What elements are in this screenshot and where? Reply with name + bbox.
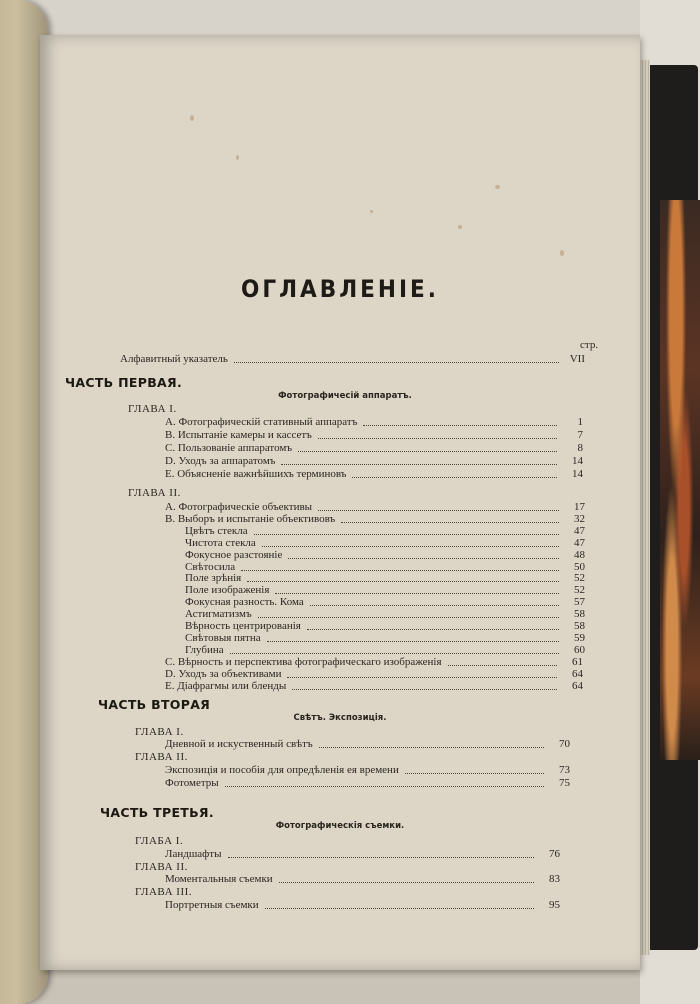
toc-entry-label: Ландшафты (165, 848, 222, 860)
toc-entry-page: 60 (574, 643, 585, 656)
dot-leader (292, 680, 557, 690)
toc-entry-page: 14 (572, 455, 583, 467)
toc-entry-page: 50 (574, 560, 585, 573)
chapter-title: ГЛАБА I. (135, 835, 184, 847)
dot-leader (448, 656, 557, 666)
toc-entry-page: VII (569, 353, 585, 365)
part-subtitle: Свѣтъ. Экспозицiя. (293, 713, 387, 723)
toc-entry-page: 47 (574, 524, 585, 537)
dot-leader (247, 572, 559, 582)
toc-entry[interactable] (165, 873, 560, 886)
toc-entry-label: B. Испытанie камеры и кассетъ (165, 429, 312, 441)
toc-entry-label: E. Объясненie важнѣйшихъ терминовъ (165, 468, 347, 480)
chapter-title: ГЛАВА II. (128, 487, 181, 499)
toc-entry[interactable] (165, 468, 583, 481)
foxing-spot (495, 185, 500, 189)
toc-entry-page: 75 (559, 777, 570, 789)
toc-entry-label: Вѣрность центрированiя (185, 620, 301, 632)
dot-leader (241, 561, 559, 571)
dot-leader (310, 596, 559, 606)
background (0, 0, 700, 40)
dot-leader (265, 899, 534, 909)
foxing-spot (458, 225, 462, 229)
dot-leader (307, 620, 559, 630)
toc-entry-page: 7 (577, 429, 583, 441)
part-title: ЧАСТЬ ПЕРВАЯ. (65, 375, 182, 390)
dot-leader (352, 468, 557, 478)
dot-leader (405, 764, 544, 774)
toc-entry-label: Чистота стекла (185, 536, 256, 549)
toc-entry-page: 32 (574, 512, 585, 525)
chapter-title: ГЛАВА I. (128, 403, 177, 415)
toc-entry-page: 47 (574, 536, 585, 549)
dot-leader (225, 777, 544, 787)
chapter-title: ГЛАВА III. (135, 886, 193, 898)
toc-entry-label: Свѣтовыя пятна (185, 631, 261, 644)
chapter-title: ГЛАВА II. (135, 861, 188, 873)
toc-entry-label: Фокусное разстоянiе (185, 548, 283, 561)
toc-entry-page: 58 (574, 620, 585, 632)
dot-leader (298, 442, 557, 452)
toc-entry-page: 59 (574, 631, 585, 644)
dot-leader (267, 632, 559, 642)
dot-leader (318, 501, 559, 511)
dot-leader (281, 455, 557, 465)
foxing-spot (370, 210, 373, 213)
dot-leader (262, 537, 559, 547)
toc-entry-page: 8 (577, 442, 583, 454)
page-title: ОГЛАВЛЕНIЕ. (241, 275, 439, 303)
part-subtitle: Фотографическiя съемки. (275, 821, 405, 831)
dot-leader (318, 429, 557, 439)
toc-entry-label: D. Уходъ за объективами (165, 667, 282, 680)
dot-leader (228, 848, 534, 858)
chapter-title: ГЛАВА I. (135, 726, 184, 738)
toc-page (40, 35, 640, 970)
part-subtitle: Фотографичесій аппаратъ. (278, 391, 412, 401)
toc-entry-label: A. Фотографическiе объективы (165, 501, 313, 513)
toc-entry[interactable] (165, 680, 583, 693)
toc-entry-page: 1 (577, 416, 583, 428)
toc-entry-page: 64 (572, 667, 583, 680)
dot-leader (254, 525, 559, 535)
toc-entry-label: C. Пользованie аппаратомъ (165, 442, 293, 454)
toc-entry-label: Поле изображенiя (185, 584, 270, 597)
toc-entry-label: Экспозицiя и пособiя для опредѣленiя ея времени (165, 764, 399, 776)
toc-entry[interactable] (120, 353, 585, 366)
toc-entry-label: Астигматизмъ (185, 608, 252, 621)
toc-entry-page: 95 (549, 899, 560, 911)
toc-entry[interactable] (165, 429, 583, 442)
dot-leader (287, 668, 557, 678)
toc-entry-label: Свѣтосила (185, 560, 236, 573)
toc-entry-label: Цвѣтъ стекла (185, 524, 248, 537)
toc-entry-page: 64 (572, 679, 583, 692)
toc-entry-page: 73 (559, 764, 570, 776)
dot-leader (319, 738, 544, 748)
dot-leader (230, 644, 559, 654)
toc-entry-page: 52 (574, 584, 585, 597)
dot-leader (275, 584, 559, 594)
toc-entry-page: 14 (572, 468, 583, 480)
marbled-edge (660, 200, 700, 760)
toc-entry[interactable] (165, 764, 570, 777)
toc-entry-label: Глубина (185, 643, 224, 656)
toc-entry[interactable] (165, 442, 583, 455)
toc-entry-label: Дневной и искуственный свѣтъ (165, 738, 313, 750)
toc-entry-page: 70 (559, 738, 570, 750)
dot-leader (234, 353, 559, 363)
toc-entry-label: C. Вѣрность и перспектива фотографическаго изображенiя (165, 655, 442, 668)
toc-entry-label: Портретныя съемки (165, 899, 259, 911)
dot-leader (279, 873, 534, 883)
toc-entry-label: Фотометры (165, 777, 219, 789)
toc-entry[interactable] (165, 899, 560, 912)
part-title: ЧАСТЬ ТРЕТЬЯ. (100, 805, 214, 820)
foxing-spot (560, 250, 564, 256)
part-title: ЧАСТЬ ВТОРАЯ (98, 697, 211, 712)
foxing-spot (236, 155, 239, 160)
toc-entry-page: 57 (574, 596, 585, 609)
toc-entry-label: Фокусная разность. Кома (185, 596, 304, 609)
toc-entry-page: 58 (574, 608, 585, 621)
toc-entry-page: 61 (572, 655, 583, 668)
page-column-label: стр. (580, 339, 599, 351)
toc-entry[interactable] (165, 848, 560, 861)
chapter-title: ГЛАВА II. (135, 751, 188, 763)
toc-entry-page: 17 (574, 501, 585, 513)
toc-entry[interactable] (165, 416, 583, 429)
dot-leader (341, 513, 559, 523)
toc-entry-label: B. Выборъ и испытанie объективовъ (165, 512, 336, 525)
toc-entry[interactable] (165, 738, 570, 751)
toc-entry-label: E. Дiафрагмы или бленды (165, 679, 287, 692)
toc-entry-page: 76 (549, 848, 560, 860)
toc-entry-label: D. Уходъ за аппаратомъ (165, 455, 276, 467)
toc-entry-label: Поле зрѣнiя (185, 572, 242, 585)
toc-entry-label: A. Фотографическій стативный аппаратъ (165, 416, 358, 428)
toc-entry[interactable] (165, 455, 583, 468)
toc-entry-label: Моментальныя съемки (165, 873, 273, 885)
toc-entry-page: 52 (574, 572, 585, 585)
toc-entry-page: 83 (549, 873, 560, 885)
foxing-spot (190, 115, 194, 121)
toc-entry-page: 48 (574, 548, 585, 561)
dot-leader (288, 549, 559, 559)
toc-entry[interactable] (165, 777, 570, 790)
dot-leader (258, 608, 559, 618)
dot-leader (363, 416, 557, 426)
toc-entry-label: Алфавитный указатель (120, 353, 228, 365)
